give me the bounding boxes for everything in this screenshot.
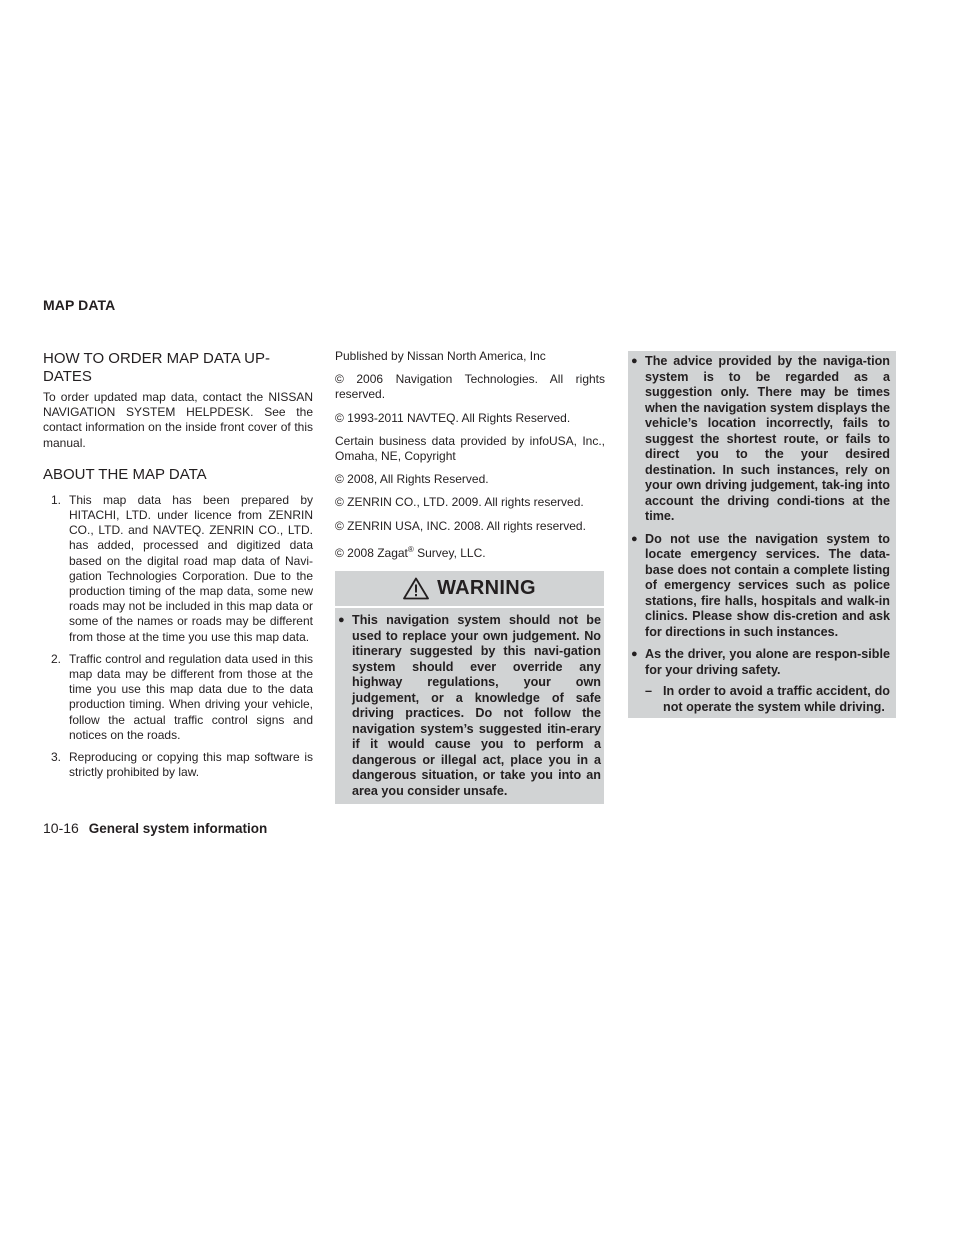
list-item-text: Traffic control and regulation data used in this map data may be different from those at the time you use this map data due to the data production timing. When driving your vehicle, follow the actual traffic control signs and notices on the roads. [69, 651, 313, 742]
list-item-number: 1. [51, 492, 62, 507]
list-item-text: Reproducing or copying this map software is strictly prohibited by law. [69, 750, 313, 780]
advice-list [628, 354, 893, 715]
warning-item-text: This navigation system should not be used to replace your own judgement. No itinerary suggested by this navi-gation system should ever override any highway regulations, your own judgement, or a knowledge of safe driving practices. Do not follow the navigation system’s suggested itin-erary if it would cause you to perform a dangerous or illegal act, place you in a dangerous situation, or take you into an area you consider unsafe. [352, 613, 601, 798]
credit-line: Certain business data provided by infoUSA, Inc., Omaha, NE, Copyright [335, 433, 605, 464]
credit-line: © 2006 Navigation Technologies. All rights reserved. [335, 372, 605, 402]
advice-item [628, 647, 893, 715]
warning-header [335, 571, 604, 608]
warning-list [335, 608, 604, 799]
left-column [43, 350, 313, 787]
right-column [628, 351, 896, 718]
dash-icon: – [645, 684, 653, 698]
warning-box [335, 571, 604, 804]
advice-item-text: Do not use the navigation system to locate emergency services. The data-base does not contain a complete listing of emergency services such as police stations, fire halls, hospitals and walk-in clinics. Please show dis-cretion and ask for directions in such instances. [645, 531, 890, 639]
middle-column [335, 349, 605, 804]
list-item-number: 2. [51, 651, 62, 666]
bullet-icon: ● [631, 648, 638, 660]
list-item [43, 652, 313, 743]
page-footer [43, 820, 267, 836]
advice-sub-item [645, 684, 890, 715]
about-map-data-heading: ABOUT THE MAP DATA [43, 465, 207, 483]
bullet-icon: ● [631, 355, 638, 367]
zagat-suffix: Survey, LLC. [413, 545, 486, 560]
footer-title: General system information [88, 821, 268, 836]
how-to-order-text: To order updated map data, contact the NISSAN NAVIGATION SYSTEM HELPDESK. See the contact information on the inside front cover of this manual. [43, 390, 313, 450]
list-item [43, 493, 313, 645]
list-item-number: 3. [51, 750, 62, 765]
section-title: MAP DATA [43, 297, 116, 313]
credit-line: © ZENRIN USA, INC. 2008. All rights reserved. [335, 518, 586, 533]
credit-line: © ZENRIN CO., LTD. 2009. All rights reserved. [335, 495, 584, 510]
advice-box [628, 351, 896, 718]
advice-item [628, 532, 893, 641]
advice-item [628, 354, 893, 525]
warning-title: WARNING [437, 576, 536, 599]
credit-line: Published by Nissan North America, Inc [335, 349, 546, 363]
bullet-icon: ● [631, 532, 638, 545]
advice-sub-item-text: In order to avoid a traffic accident, do not operate the system while driving. [663, 684, 890, 714]
advice-item-text: As the driver, you alone are respon-sible for your driving safety. [645, 647, 890, 677]
page-number: 10-16 [43, 820, 79, 836]
warning-triangle-icon [403, 577, 429, 600]
about-map-data-list [43, 493, 313, 781]
registered-mark: ® [407, 544, 414, 554]
zagat-prefix: © 2008 Zagat [335, 545, 408, 560]
credit-line: © 1993-2011 NAVTEQ. All Rights Reserved. [335, 410, 571, 425]
credit-line: © 2008, All Rights Reserved. [335, 472, 489, 487]
list-item [43, 750, 313, 780]
zagat-credit [335, 542, 605, 561]
bullet-icon: ● [338, 614, 345, 627]
advice-item-text: The advice provided by the naviga-tion system is to be regarded as a suggestion only. There may be times when the navigation system displays the vehicle’s location incorrectly, fails to suggest the shortest route, or fails to direct you to the your desired destination. In such instances, rely on your own driving judgement, tak-ing into account the driving condi-tions at the time. [645, 354, 890, 523]
warning-item [335, 613, 604, 799]
how-to-order-heading: HOW TO ORDER MAP DATA UP-DATES [43, 350, 270, 385]
list-item-text: This map data has been prepared by HITACHI, LTD. under licence from ZENRIN CO., LTD. and NAVTEQ. ZENRIN CO., LTD. has added, processed and digitized data based on the digital road map data of Navi-gation Technologies Corporation. Due to the production timing of the map data, some new roads may not be included in this map data or some of the names or roads may be different from those at the time you use this map data. [69, 492, 313, 644]
